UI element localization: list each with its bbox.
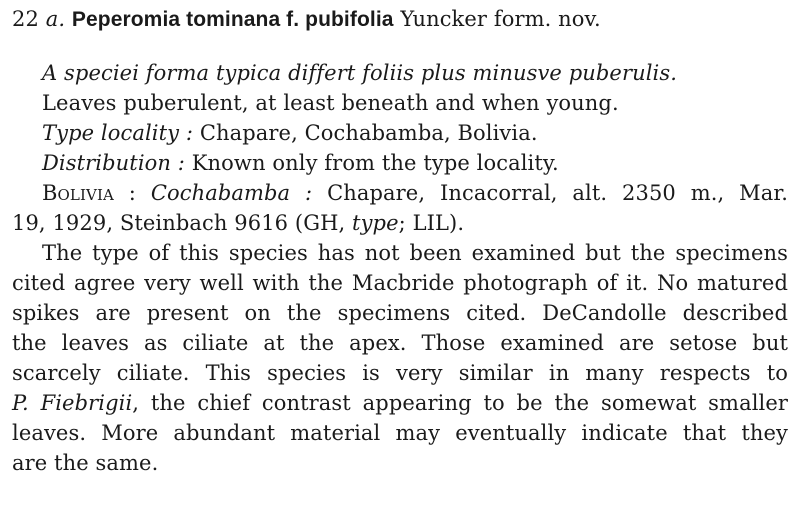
- species-author: Yuncker form. nov.: [400, 7, 601, 31]
- discussion-text-6: , the chief contrast appearing to be the somewat smaller: [132, 391, 788, 415]
- discussion-line-1: [42, 238, 788, 268]
- entry-number: 22: [12, 7, 39, 31]
- discussion-taxon: P. Fiebrigii: [12, 391, 133, 415]
- specimen-line-2: [12, 208, 464, 238]
- discussion-text-2: cited agree very well with the Macbride photograph of it. No matured: [12, 271, 788, 295]
- type-locality: [42, 118, 538, 148]
- latin-diagnosis: [42, 58, 677, 88]
- species-name: Peperomia tominana f. pubifolia: [71, 8, 394, 31]
- discussion-line-8: [12, 448, 158, 478]
- entry-number-suffix: a.: [45, 7, 66, 31]
- distribution-value: Known only from the type locality.: [191, 151, 559, 175]
- distribution: [42, 148, 559, 178]
- specimen-locality: Chapare, Incacorral, alt. 2350 m., Mar.: [327, 181, 789, 205]
- discussion-text-3: spikes are present on the specimens cited. DeCandolle described: [12, 301, 788, 325]
- specimen-collector: 19, 1929, Steinbach 9616 (GH,: [12, 211, 353, 235]
- discussion-line-6: [12, 388, 788, 418]
- discussion-text-4: the leaves as ciliate at the apex. Those examined are setose but: [12, 331, 788, 355]
- discussion-text-8: are the same.: [12, 451, 159, 475]
- distribution-label: Distribution :: [42, 151, 185, 175]
- discussion-text-1: The type of this species has not been examined but the specimens: [42, 241, 788, 265]
- discussion-line-4: [12, 328, 788, 358]
- specimen-country-sep: :: [113, 181, 151, 205]
- specimen-line-1: [42, 178, 788, 208]
- description-text: Leaves puberulent, at least beneath and when young.: [42, 91, 619, 115]
- specimen-herbaria: ; LIL).: [398, 211, 465, 235]
- discussion-text-5: scarcely ciliate. This species is very similar in many respects to: [12, 361, 788, 385]
- discussion-line-7: [12, 418, 788, 448]
- discussion-line-2: [12, 268, 788, 298]
- type-locality-label: Type locality :: [42, 121, 194, 145]
- latin-diagnosis-text: A speciei forma typica differt foliis plus minusve puberulis.: [42, 61, 678, 85]
- specimen-department: Cochabamba :: [150, 181, 313, 205]
- specimen-type-label: type: [352, 211, 399, 235]
- species-heading: [12, 4, 601, 35]
- description: [42, 88, 619, 118]
- specimen-country: Bolivia: [42, 181, 114, 205]
- type-locality-value: Chapare, Cochabamba, Bolivia.: [199, 121, 538, 145]
- discussion-line-3: [12, 298, 788, 328]
- discussion-text-7: leaves. More abundant material may eventually indicate that they: [12, 421, 788, 445]
- discussion-line-5: [12, 358, 788, 388]
